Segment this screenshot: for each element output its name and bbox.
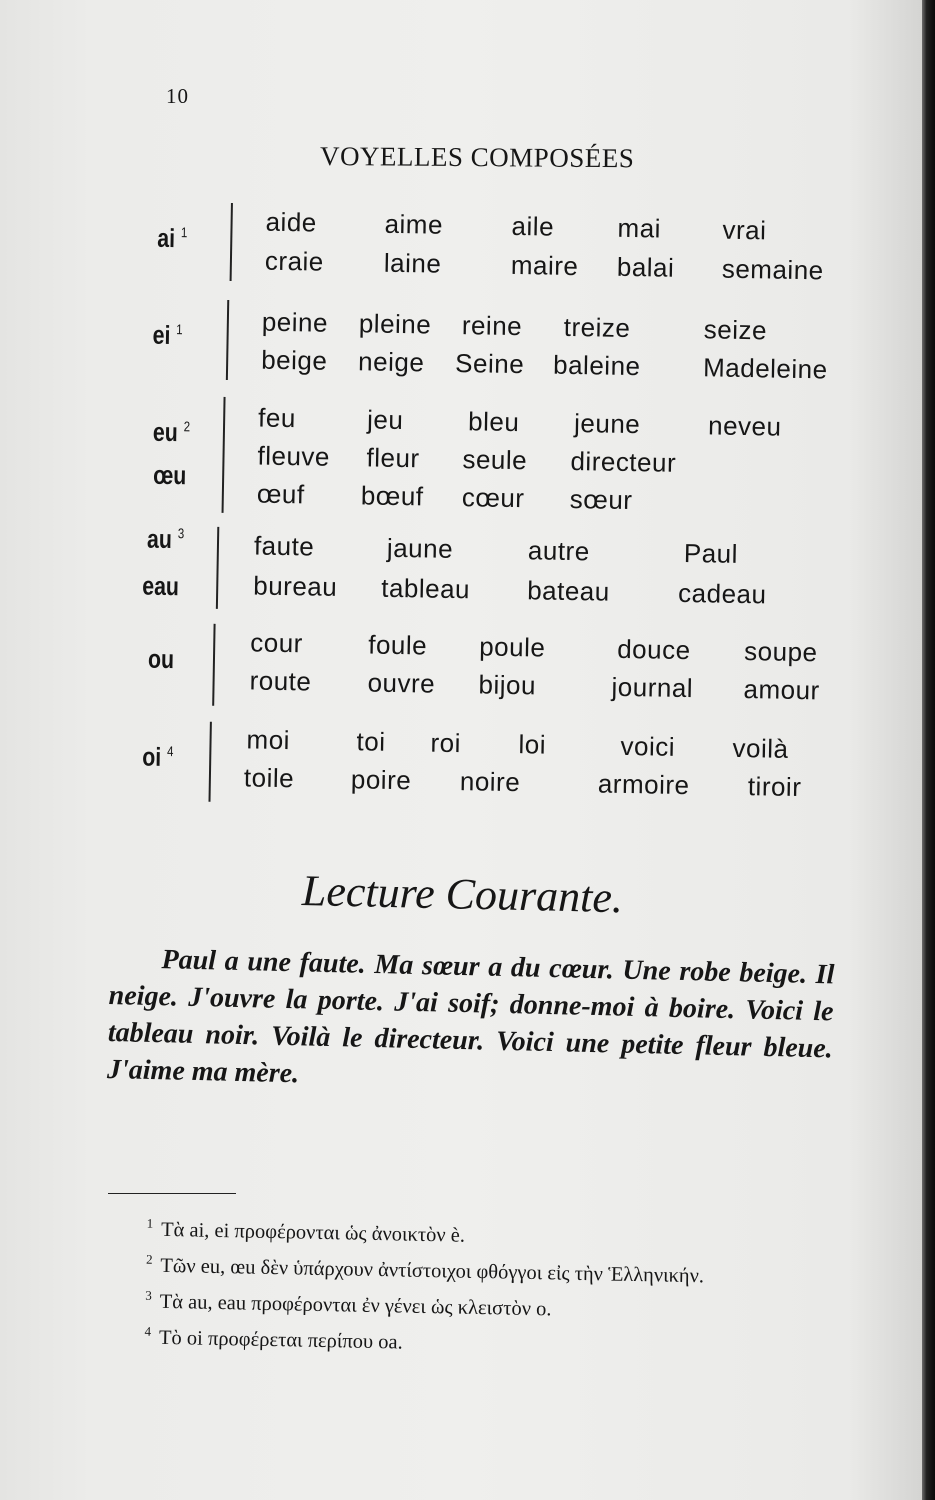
- word: pleine: [358, 308, 432, 340]
- word: jaune: [386, 532, 454, 564]
- group-label: au $^3$: [146, 523, 185, 555]
- word: loi: [518, 729, 547, 760]
- footnotes: [112, 1208, 827, 1366]
- word: beige: [260, 344, 328, 376]
- word: voilà: [732, 732, 789, 764]
- section-title: VOYELLES COMPOSÉES: [319, 141, 635, 174]
- word: directeur: [570, 445, 677, 478]
- word: laine: [383, 247, 442, 279]
- word: fleuve: [257, 440, 331, 472]
- group-label: eu $^2$: [152, 416, 191, 448]
- group-label: ai $^1$: [157, 222, 188, 254]
- word: voici: [620, 730, 676, 762]
- word: douce: [616, 633, 691, 666]
- footnote-rule: [108, 1193, 236, 1194]
- footnote: $^4$ Τὸ oi προφέρεται περίπου oa.: [144, 1323, 403, 1354]
- word: poire: [350, 764, 412, 796]
- word: route: [249, 665, 312, 697]
- word: seize: [703, 314, 768, 346]
- word: craie: [264, 245, 325, 277]
- word: aide: [265, 206, 318, 238]
- word: Seine: [454, 347, 525, 380]
- word: roi: [430, 727, 462, 759]
- lecture-title: Lecture Courante.: [301, 866, 624, 923]
- word: reine: [461, 310, 523, 342]
- word: neveu: [707, 410, 782, 442]
- word: cadeau: [677, 577, 767, 610]
- group-label: oi $^4$: [142, 741, 174, 772]
- word: treize: [563, 311, 631, 344]
- word: autre: [527, 535, 590, 567]
- footnote: $^3$ Τὰ au, eau προφέρονται ἐν γένει ὡς κλειστὸν o.: [145, 1287, 552, 1321]
- word: bleu: [467, 406, 520, 438]
- group-bracket: [212, 624, 215, 706]
- word: balai: [616, 251, 675, 283]
- word: peine: [261, 306, 329, 338]
- group-label: ou: [147, 643, 175, 675]
- word: jeu: [366, 404, 404, 436]
- word: neige: [357, 346, 425, 378]
- group-label: eau: [141, 570, 180, 602]
- word: bureau: [253, 570, 338, 602]
- word: toile: [243, 762, 295, 794]
- page-edge-shadow: [922, 0, 935, 1500]
- word: sœur: [569, 483, 633, 516]
- word: bateau: [526, 575, 611, 607]
- word: tiroir: [747, 771, 802, 803]
- word: foule: [368, 629, 428, 661]
- group-label: ei $^1$: [152, 319, 183, 350]
- word: feu: [257, 402, 297, 434]
- word: journal: [611, 671, 694, 704]
- word: armoire: [597, 768, 690, 801]
- group-bracket: [226, 300, 229, 380]
- word: maire: [510, 249, 579, 282]
- word: baleine: [552, 349, 641, 382]
- word: seule: [462, 444, 528, 476]
- page-number: 10: [166, 84, 189, 108]
- word: toi: [356, 726, 386, 757]
- word: cour: [250, 627, 304, 659]
- word: aime: [384, 208, 444, 240]
- word: tableau: [380, 572, 471, 605]
- word: noire: [459, 766, 521, 798]
- word: Paul: [683, 537, 739, 569]
- word: faute: [253, 530, 315, 562]
- word: Madeleine: [702, 352, 828, 385]
- lecture-paragraph: Paul a une faute. Ma sœur a du cœur. Une robe beige. Il neige. J'ouvre la porte. J'ai soif; donne-moi à boire. Voici le tableau noir. Voilà le directeur. Voici une petite fleur bleue. J'aime ma mère.: [106, 944, 835, 1090]
- word: œuf: [256, 478, 305, 510]
- word: fleur: [366, 442, 420, 474]
- group-bracket: [222, 397, 226, 513]
- word: soupe: [743, 636, 818, 668]
- group-label: œu: [152, 459, 187, 491]
- group-bracket: [230, 203, 233, 281]
- word: aile: [511, 210, 555, 242]
- word: moi: [246, 724, 291, 756]
- word: poule: [478, 631, 546, 663]
- word: amour: [743, 674, 820, 706]
- group-bracket: [216, 527, 219, 609]
- footnote: $^2$ Τῶν eu, œu δὲν ὑπάρχουν ἀντίστοιχοι φθόγγοι εἰς τὴν Ἑλληνικήν.: [145, 1251, 705, 1288]
- group-bracket: [208, 722, 211, 802]
- word: semaine: [721, 253, 824, 286]
- word: ouvre: [367, 667, 436, 699]
- word: cœur: [461, 482, 525, 514]
- word: mai: [617, 212, 662, 244]
- word: vrai: [722, 214, 767, 246]
- word: bœuf: [360, 480, 424, 512]
- word: bijou: [478, 669, 537, 701]
- word: jeune: [573, 408, 641, 440]
- footnote: $^1$ Τὰ ai, ei προφέρονται ὡς ἀνοικτὸν è.: [146, 1215, 466, 1247]
